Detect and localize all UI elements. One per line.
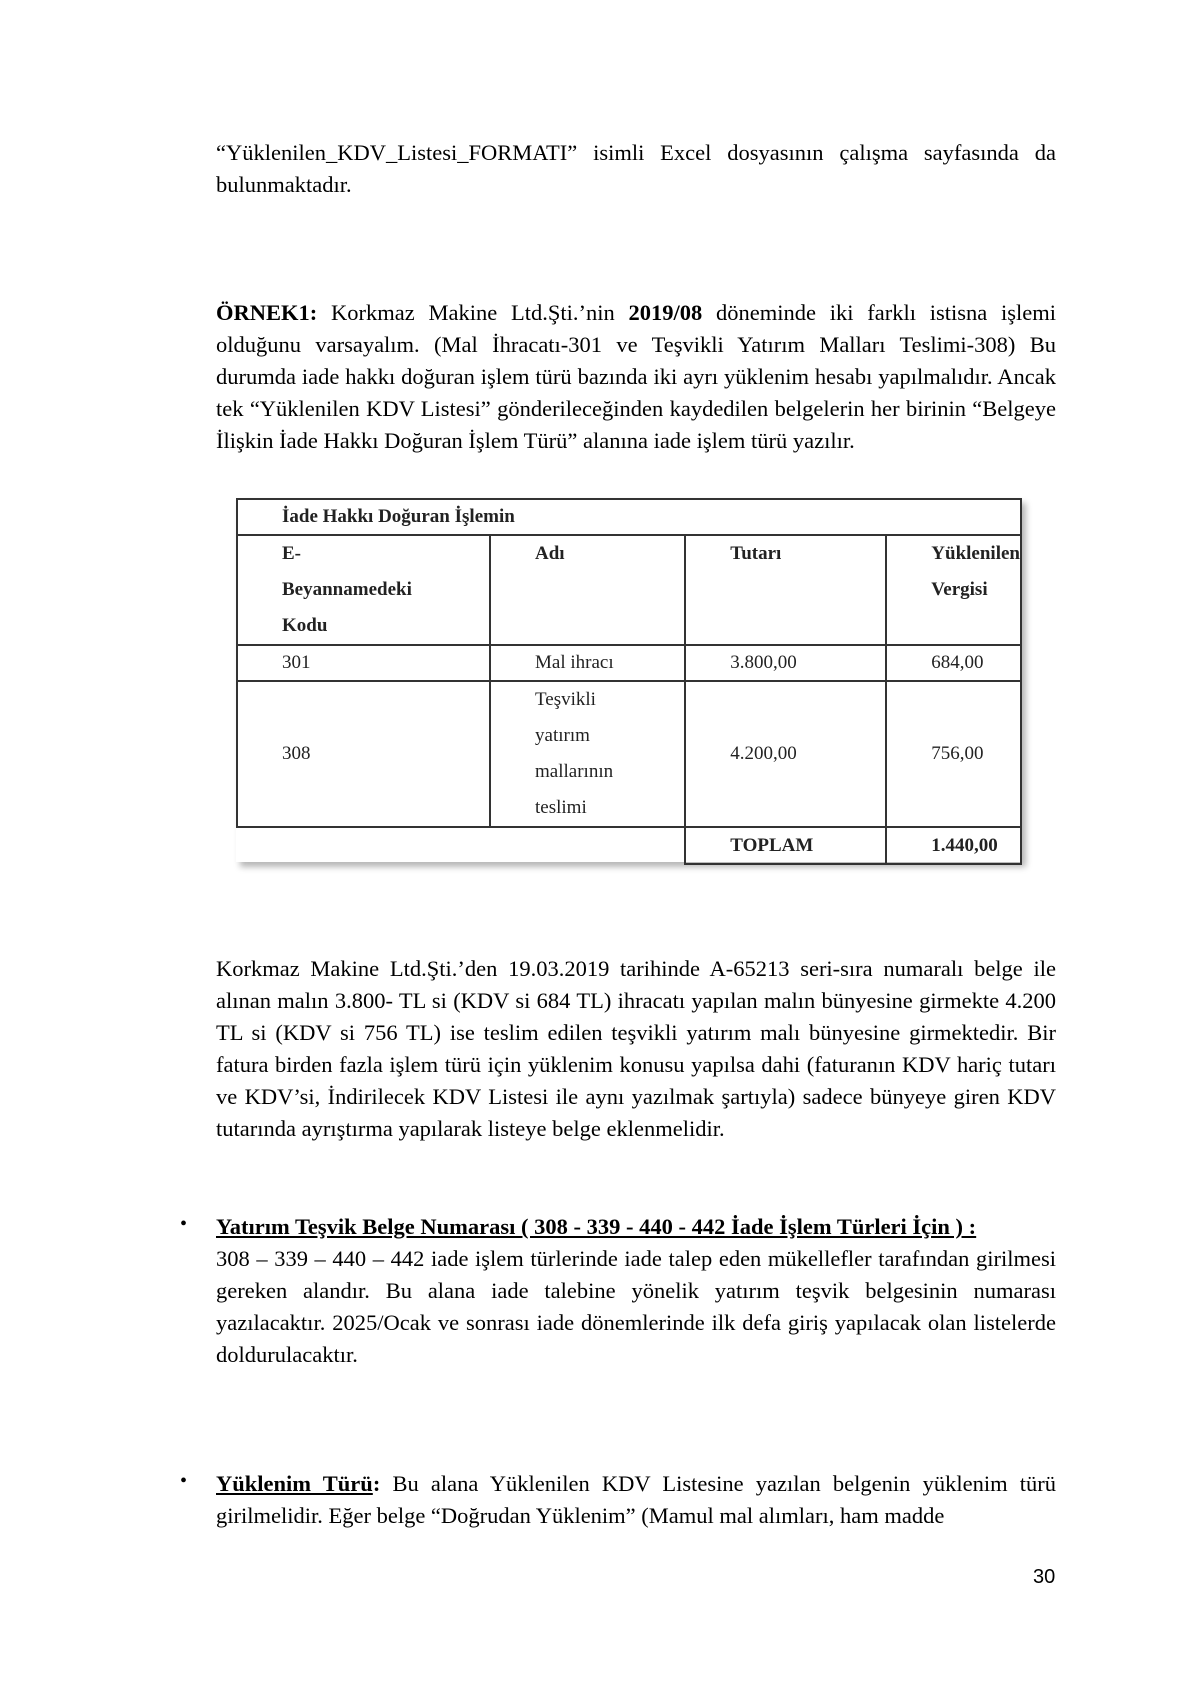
table-row xyxy=(237,681,1021,827)
cell-name-line: mallarının xyxy=(535,761,614,782)
example-period: 2019/08 xyxy=(628,300,703,325)
cell-name: Mal ihracı xyxy=(490,645,685,681)
table-total-row xyxy=(237,827,1021,864)
paragraph-text: “Yüklenilen_KDV_Listesi_FORMATI” isimli Excel dosyasının çalışma sayfasında da bulunmaktadır. xyxy=(216,140,1056,197)
bullet-text: 308 – 339 – 440 – 442 iade işlem türlerinde iade talep eden mükellefler tarafından girilmesi gereken alandır. Bu alana iade talebine yönelik yatırım teşvik belgesinin numarası yazılacaktır. 2025/Ocak ve sonrası iade dönemlerinde ilk defa giriş yapılacak olan listelerde doldurulacaktır. xyxy=(216,1246,1056,1367)
header-code xyxy=(237,535,490,645)
data-table xyxy=(236,498,1022,865)
total-value: 1.440,00 xyxy=(886,827,1021,864)
cell-code: 308 xyxy=(237,681,490,827)
header-name: Adı xyxy=(490,535,685,645)
total-label: TOPLAM xyxy=(685,827,886,864)
cell-code: 301 xyxy=(237,645,490,681)
header-code-line1: E- xyxy=(282,543,301,564)
bullet-heading: Yatırım Teşvik Belge Numarası ( 308 - 339 - 440 - 442 İade İşlem Türleri İçin ) : xyxy=(216,1214,977,1239)
header-code-line2: Beyannamedeki xyxy=(282,579,412,600)
example-text-b: döneminde iki farklı istisna işlemi olduğunu varsayalım. (Mal İhracatı-301 ve Teşvikli Yatırım Malları Teslimi-308) Bu durumda iade hakkı doğuran işlem türü bazında iki ayrı yüklenim hesabı yapılmalıdır. Ancak tek “Yüklenilen KDV Listesi” gönderileceğinden kaydedilen belgelerin her birinin “Belgeye İlişkin İade Hakkı Doğuran İşlem Türü” alanına iade işlem türü yazılır. xyxy=(216,300,1057,453)
bullet-investment-incentive xyxy=(216,1211,1056,1371)
example-paragraph xyxy=(216,297,1056,457)
table-row xyxy=(237,645,1021,681)
example-label: ÖRNEK1: xyxy=(216,300,318,325)
header-tax-line1: Yüklenilen xyxy=(931,543,1020,564)
header-code-line3: Kodu xyxy=(282,615,328,636)
page-number: 30 xyxy=(1033,1566,1056,1588)
bullet-colon: : xyxy=(372,1471,381,1496)
bullet-text: Bu alana Yüklenilen KDV Listesine yazılan belgenin yüklenim türü girilmelidir. Eğer belge “Doğrudan Yüklenim” (Mamul mal alımları, ham madde xyxy=(216,1471,1056,1528)
cell-name-line: Teşvikli xyxy=(535,689,596,710)
cell-name-line: teslimi xyxy=(535,797,587,818)
cell-name-line: yatırım xyxy=(535,725,590,746)
paragraph-text: Korkmaz Makine Ltd.Şti.’den 19.03.2019 tarihinde A-65213 seri-sıra numaralı belge ile alınan malın 3.800- TL si (KDV si 684 TL) ihracatı yapılan malın bünyesine girmekte 4.200 TL si (KDV si 756 TL) ise teslim edilen teşvikli yatırım malı bünyesine girmektedir. Bir fatura birden fazla işlem türü için yüklenim konusu yapılsa dahi (faturanın KDV hariç tutarı ve KDV’si, İndirilecek KDV Listesi ile aynı yazılmak şartıyla) sadece bünyeye giren KDV tutarında ayrıştırma yapılarak listeye belge eklenmelidir. xyxy=(216,956,1056,1141)
example-table xyxy=(236,498,1022,862)
bullet-load-type xyxy=(216,1468,1056,1532)
total-spacer xyxy=(237,827,685,864)
example-text-a: Korkmaz Makine Ltd.Şti.’nin xyxy=(317,300,629,325)
table-header-row xyxy=(237,535,1021,645)
bullet-icon: • xyxy=(180,1213,188,1235)
table-title: İade Hakkı Doğuran İşlemin xyxy=(237,499,1021,535)
paragraph-format-note xyxy=(216,137,1056,201)
bullet-heading: Yüklenim Türü xyxy=(216,1471,373,1496)
cell-amount: 3.800,00 xyxy=(685,645,886,681)
paragraph-explanation xyxy=(216,953,1056,1145)
bullet-icon: • xyxy=(180,1470,188,1492)
header-amount: Tutarı xyxy=(685,535,886,645)
cell-amount: 4.200,00 xyxy=(685,681,886,827)
header-tax xyxy=(886,535,1021,645)
cell-tax: 756,00 xyxy=(886,681,1021,827)
cell-name xyxy=(490,681,685,827)
header-tax-line2: Vergisi xyxy=(931,579,988,600)
cell-tax: 684,00 xyxy=(886,645,1021,681)
